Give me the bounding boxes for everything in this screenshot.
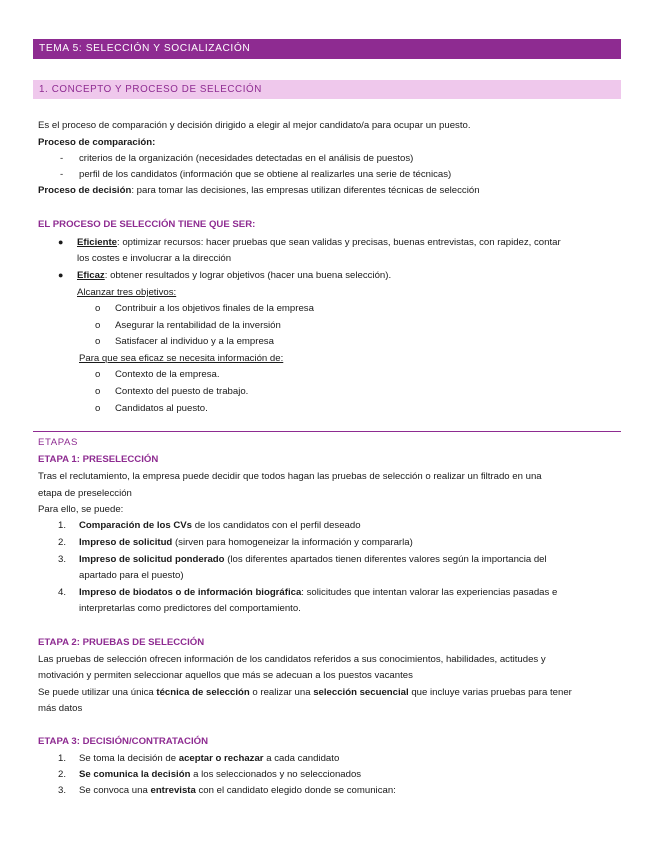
dash-marker: - [60,153,64,164]
stage2-text: Las pruebas de selección ofrecen información de los candidatos referidos a sus conocimientos, habilidades, actitudes y [38,654,546,665]
objectives-label: Alcanzar tres objetivos: [77,287,177,298]
comparison-label: Proceso de comparación: [38,137,156,148]
process-heading: EL PROCESO DE SELECCIÓN TIENE QUE SER: [38,219,256,230]
stage2-text-cont: motivación y permiten seleccionar aquellos que más se adecuan a los puestos vacantes [38,670,413,681]
definition-text: Es el proceso de comparación y decisión dirigido a elegir al mejor candidato/a para ocupar un puesto. [38,120,471,131]
document-title: TEMA 5: SELECCIÓN Y SOCIALIZACIÓN [33,39,621,59]
dash-marker: - [60,169,64,180]
stage2-text-2-cont: más datos [38,703,83,714]
info-label: Para que sea eficaz se necesita información de: [79,353,284,364]
stage2-text-2: Se puede utilizar una única técnica de selección o realizar una selección secuencial que incluye varias pruebas para tener [38,687,572,698]
sub-bullet-icon: o [95,403,101,414]
section-heading: 1. CONCEPTO Y PROCESO DE SELECCIÓN [33,80,621,99]
stages-heading: ETAPAS [38,437,79,448]
sub-bullet-icon: o [95,320,101,331]
stage1-item-cont: interpretarlas como predictores del comportamiento. [79,603,301,614]
sub-bullet-icon: o [95,336,101,347]
document-page: TEMA 5: SELECCIÓN Y SOCIALIZACIÓN 1. CONCEPTO Y PROCESO DE SELECCIÓN Es el proceso de comparación y decisión dirigido a elegir al mejor candidato/a para ocupar un puesto. Proceso de comparación: - criterios de la organización (necesidades detectadas en el análisis de puestos) - perfil de los candidatos (información que se obtiene al realizarles una serie de técnicas) Proceso de decisión: para tomar las decisiones, las empresas utilizan diferentes técnicas de selección EL PROCESO DE SELECCIÓN TIENE QUE SER: ● Eficiente: optimizar recursos: hacer pruebas que sean validas y precisas, buenas entrevistas, con rapidez, contar los costes e involucrar a la dirección ● Eficaz: obtener resultados y lograr objetivos (hacer una buena selección). Alcanzar tres objetivos: o Contribuir a los objetivos finales de la empresa o Asegurar la rentabilidad de la inversión o Satisfacer al individuo y a la empresa Para que sea eficaz se necesita información de: o Contexto de la empresa. o Contexto del puesto de trabajo. o Candidatos al puesto. ETAPAS ETAPA 1: PRESELECCIÓN Tras el reclutamiento, la empresa puede decidir que todos hagan las pruebas de selección o realizar un filtrado en una etapa de preselección Para ello, se puede: 1. Comparación de los CVs de los candidatos con el perfil deseado 2. Impreso de solicitud (sirven para homogeneizar la información y compararla) 3. Impreso de solicitud ponderado (los diferentes apartados tienen diferentes valores según la importancia del apartado para el puesto) 4. Impreso de biodatos o de información biográfica: solicitudes que intentan valorar las experiencias pasadas e interpretarlas como predictores del comportamiento. ETAPA 2: PRUEBAS DE SELECCIÓN Las pruebas de selección ofrecen información de los candidatos referidos a sus conocimientos, habilidades, actitudes y motivación y permiten seleccionar aquellos que más se adecuan a los puestos vacantes Se puede utilizar una única técnica de selección o realizar una selección secuencial que incluye varias pruebas para tener más datos ETAPA 3: DECISIÓN/CONTRATACIÓN 1. Se toma la decisión de aceptar o rechazar a cada candidato 2. Se comunica la decisión a los seleccionados y no seleccionados 3. Se convoca una entrevista con el candidato elegido donde se comunican: [0,0,655,848]
stage1-title: ETAPA 1: PRESELECCIÓN [38,454,159,465]
sub-bullet-icon: o [95,386,101,397]
sub-bullet-icon: o [95,303,101,314]
stage3-title: ETAPA 3: DECISIÓN/CONTRATACIÓN [38,736,209,747]
stage2-title: ETAPA 2: PRUEBAS DE SELECCIÓN [38,637,205,648]
decision-line: Proceso de decisión: para tomar las decisiones, las empresas utilizan diferentes técnicas de selección [38,185,480,196]
bullet-icon: ● [58,270,64,280]
stage1-text-cont: etapa de preselección [38,488,132,499]
efficient-item-cont: los costes e involucrar a la dirección [77,253,232,264]
bullet-icon: ● [58,237,64,247]
sub-bullet-icon: o [95,369,101,380]
stage1-item-cont: apartado para el puesto) [79,570,184,581]
stage1-text: Tras el reclutamiento, la empresa puede decidir que todos hagan las pruebas de selección o realizar un filtrado en una [38,471,542,482]
section-divider [33,431,621,432]
stage1-intro: Para ello, se puede: [38,504,124,515]
